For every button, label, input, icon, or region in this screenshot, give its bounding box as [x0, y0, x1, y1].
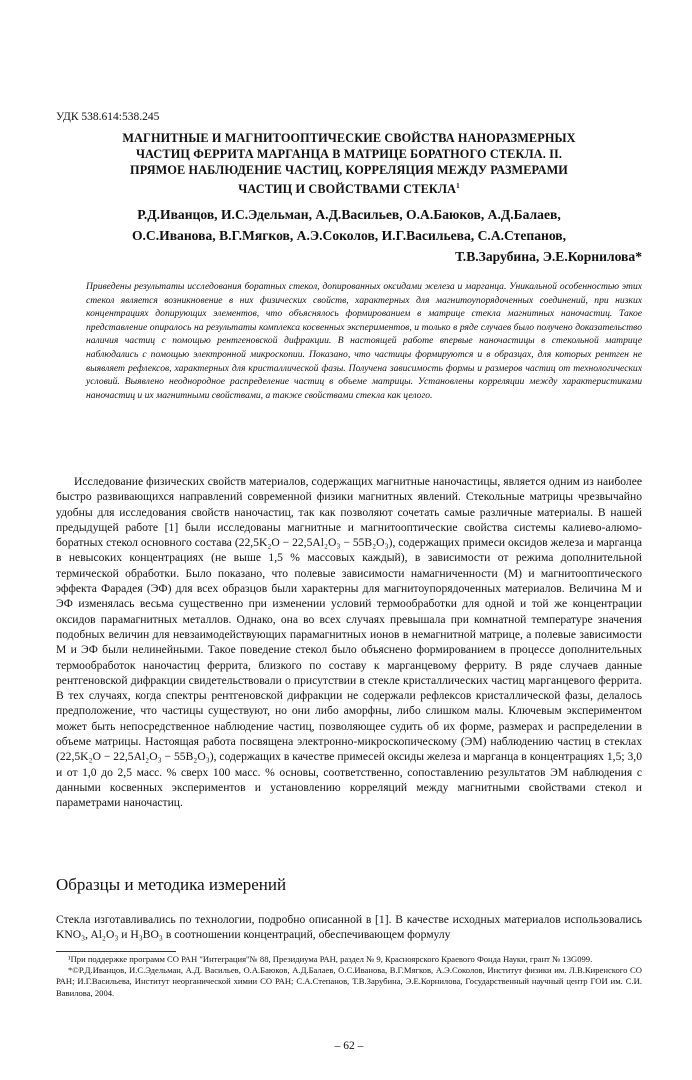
paper-title: [56, 130, 642, 197]
udk-code: УДК 538.614:538.245: [56, 111, 160, 123]
footnote-funding: ¹При поддержке программ СО РАН "Интеграция"№ 88, Президиума РАН, раздел № 9, Красноярского Краевого Фонда Науки, грант № 13G099.: [68, 954, 593, 964]
authors-line-3: Т.В.Зарубина, Э.Е.Корнилова*: [455, 249, 642, 264]
introduction-paragraph: Исследование физических свойств материалов, содержащих магнитные наночастицы, является одним из наиболее быстро развивающихся направлений современной физики магнитных явлений. Стекольные матрицы чрезвычайно удобны для исследования свойств наночастиц, так как позволяют сочетать самые различные материалы. В нашей предыдущей работе [1] были исследованы магнитные и магнитооптические свойства системы калиево-алюмо-боратных стекол основного состава (22,5K₂O − 22,5Al₂O₃ − 55B₂O₃), содержащих примеси оксидов железа и марганца в невысоких концентрациях (не выше 1,5 % массовых каждый), в зависимости от режима дополнительной термической обработки. Было показано, что полевые зависимости намагниченности (М) и магнитооптического эффекта Фарадея (ЭФ) для всех образцов были характерны для магнитоупорядоченных материалов. Величина М и ЭФ изменялась весьма существенно при изменении условий термообработки для одной и той же концентрации оксидов парамагнитных металлов. Однако, она во всех случаях превышала при комнатной температуре значения подобных величин для невзаимодействующих парамагнитных ионов в немагнитной матрице, а полевые зависимости М и ЭФ были нелинейными. Такое поведение стекол было объяснено формированием в процессе дополнительных термообработок наночастиц феррита, близкого по составу к марганцевому ферриту. В ряде случаев данные рентгеновской дифракции свидетельствовали о присутствии в стекле кристаллических частиц марганцевого феррита. В тех случаях, когда спектры рентгеновской дифракции не содержали рефлексов кристаллической фазы, делалось предположение, что частицы существуют, но они либо аморфны, либо слишком малы. Ключевым экспериментом может быть непосредственное наблюдение частиц, позволяющее судить об их форме, размерах и распределении в объеме матрицы. Настоящая работа посвящена электронно-микроскопическому (ЭМ) наблюдению частиц в стеклах (22,5K₂O − 22,5Al₂O₃ − 55B₂O₃), содержащих в качестве примесей оксиды железа и марганца в концентрациях 1,5; 3,0 и от 1,0 до 2,5 масс. % сверх 100 масс. % основы, соответственно, сопоставлению результатов ЭМ наблюдения с данными косвенных экспериментов и установлению корреляций между магнитными свойствами стекол и параметрами наночастиц.: [56, 475, 642, 810]
section-title: Образцы и методика измерений: [56, 875, 287, 894]
authors: [56, 204, 642, 267]
title-line-1: МАГНИТНЫЕ И МАГНИТООПТИЧЕСКИЕ СВОЙСТВА НАНОРАЗМЕРНЫХ: [122, 131, 576, 145]
introduction: [56, 474, 642, 811]
authors-line-2: О.С.Иванова, В.Г.Мягков, А.Э.Соколов, И.Г.Васильева, С.А.Степанов,: [131, 228, 567, 243]
page-number: – 62 –: [334, 1040, 364, 1052]
section-text: Стекла изготавливались по технологии, подробно описанной в [1]. В качестве исходных материалов использовались KNO₃, Al₂O₃ и H₃BO₃ в соотношении концентраций, обеспечивающем формулу: [56, 913, 642, 942]
title-line-2: ЧАСТИЦ ФЕРРИТА МАРГАНЦА В МАТРИЦЕ БОРАТНОГО СТЕКЛА. II.: [135, 147, 563, 161]
abstract: Приведены результаты исследования боратных стекол, допированных оксидами железа и марганца. Уникальной особенностью этих стекол является возникновение в них физических свойств, характерных для магнитоупорядоченных соединений, при низких концентрациях допирующих элементов, что объяснялось формированием в матрице стекла магнитных наночастиц. Такое представление опиралось на результаты комплекса косвенных экспериментов, и только в ряде случаев было получено доказательство наличия частиц с помощью рентгеновской дифракции. В настоящей работе впервые наночастицы в стекольной матрице наблюдались с помощью электронной микроскопии. Показано, что частицы формируются и в образцах, для которых рентген не выявляет рефлексов, характерных для кристаллической фазы. Получена зависимость формы и размеров частиц от технологических условий. Выявлено неоднородное распределение частиц в объеме матрицы. Установлены корреляции между характеристиками наночастиц и их магнитными свойствами, а также свойствами стекла как целого.: [86, 281, 642, 401]
footnotes: [56, 954, 642, 999]
footnote-divider: [56, 951, 176, 952]
footnote-copyright: *©Р.Д.Иванцов, И.С.Эдельман, А.Д. Васильев, О.А.Баюков, А.Д.Балаев, О.С.Иванова, В.Г.Мягков, А.Э.Соколов, Институт физики им. Л.В.Киренского СО РАН; И.Г.Васильева, Институт неорганической химии СО РАН; С.А.Степанов, Т.В.Зарубина, Э.Е.Корнилова, Государственный научный центр ГОИ им. С.И. Вавилова, 2004.: [56, 965, 642, 998]
title-line-3: ПРЯМОЕ НАБЛЮДЕНИЕ ЧАСТИЦ, КОРРЕЛЯЦИЯ МЕЖДУ РАЗМЕРАМИ: [130, 163, 568, 177]
title-line-4: [56, 178, 642, 197]
title-footnote-mark: 1: [456, 182, 460, 190]
title-line-4-text: ЧАСТИЦ И СВОЙСТВАМИ СТЕКЛА: [238, 182, 457, 197]
authors-line-1: Р.Д.Иванцов, И.С.Эдельман, А.Д.Васильев, О.А.Баюков, А.Д.Балаев,: [137, 207, 561, 222]
